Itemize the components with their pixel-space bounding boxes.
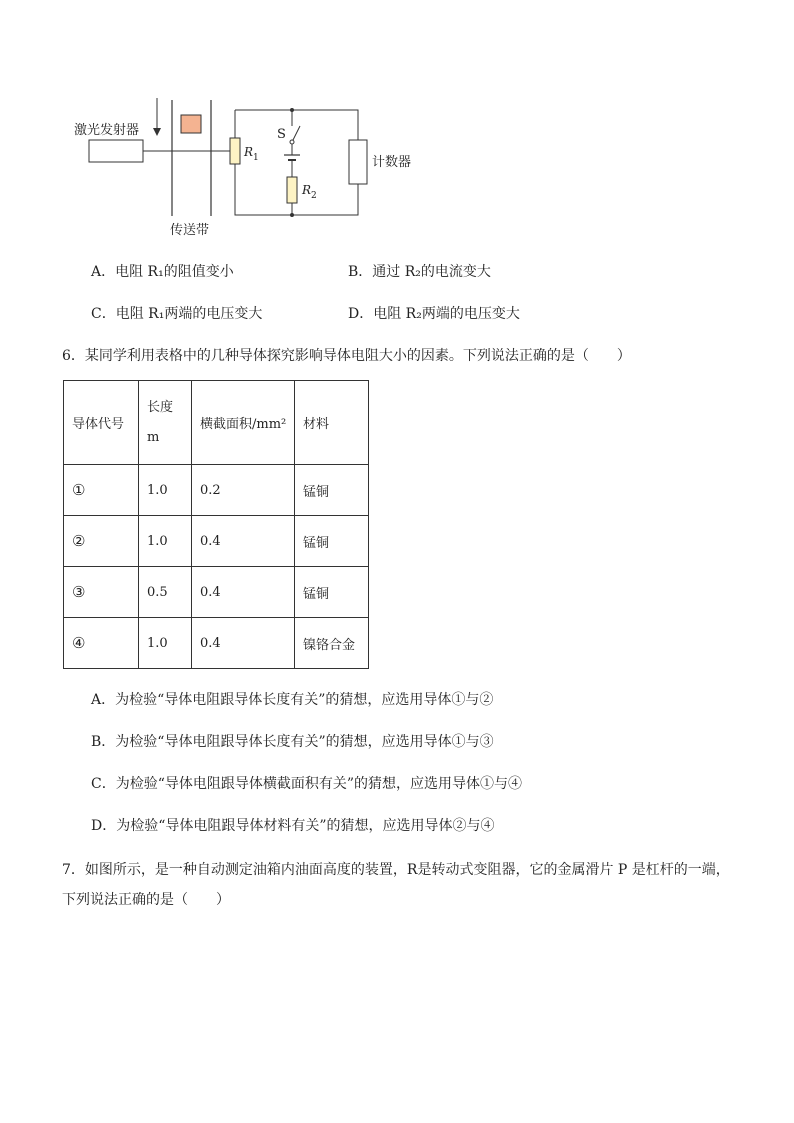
cell-code: ④ [64, 618, 139, 669]
header-code: 导体代号 [64, 381, 139, 465]
q5-option-d[interactable]: D．电阻 R₂两端的电压变大 [348, 306, 520, 322]
laser-emitter-label: 激光发射器 [74, 123, 140, 138]
down-arrow-head-icon [153, 128, 161, 136]
cell-code: ② [64, 516, 139, 567]
q6-option-c[interactable]: C．为检验“导体电阻跟导体横截面积有关”的猜想，应选用导体①与④ [91, 776, 523, 792]
q5-option-b[interactable]: B．通过 R₂的电流变大 [348, 264, 491, 280]
cell-material: 锰铜 [295, 516, 369, 567]
counter-label: 计数器 [372, 155, 412, 170]
cell-area: 0.4 [192, 567, 295, 618]
conductor-table [63, 380, 369, 669]
q7-stem-line1: 7．如图所示，是一种自动测定油箱内油面高度的装置，R是转动式变阻器，它的金属滑片 P 是杠杆的一端， [62, 862, 730, 878]
table-row [64, 516, 369, 567]
laser-counter-circuit-diagram [60, 90, 420, 240]
cell-area: 0.2 [192, 465, 295, 516]
q5-option-a[interactable]: A．电阻 R₁的阻值变小 [91, 264, 234, 280]
q6-option-a[interactable]: A．为检验“导体电阻跟导体长度有关”的猜想，应选用导体①与② [91, 692, 494, 708]
switch-blade [292, 126, 300, 142]
switch-label: S [277, 127, 286, 142]
cell-code: ③ [64, 567, 139, 618]
resistor-r2 [287, 177, 297, 203]
counter-box [349, 140, 367, 184]
resistor-r1 [230, 138, 240, 164]
q7-stem-line2: 下列说法正确的是（ ） [62, 892, 230, 908]
q6-stem: 6．某同学利用表格中的几种导体探究影响导体电阻大小的因素。下列说法正确的是（ ） [62, 348, 631, 364]
header-length [139, 381, 192, 465]
cell-material: 锰铜 [295, 567, 369, 618]
cell-length: 1.0 [139, 618, 192, 669]
laser-emitter [89, 140, 143, 162]
header-length-line2: m [147, 429, 160, 445]
table-row [64, 567, 369, 618]
conveyor-object [181, 115, 201, 133]
table-header-row [64, 381, 369, 465]
cell-length: 0.5 [139, 567, 192, 618]
cell-code: ① [64, 465, 139, 516]
header-material: 材料 [295, 381, 369, 465]
cell-area: 0.4 [192, 516, 295, 567]
cell-length: 1.0 [139, 465, 192, 516]
cell-length: 1.0 [139, 516, 192, 567]
header-length-line1: 长度 [147, 399, 174, 415]
r1-label: $R_1$ [244, 145, 259, 163]
switch-pivot [290, 140, 294, 144]
header-area: 横截面积/mm² [192, 381, 295, 465]
cell-material: 锰铜 [295, 465, 369, 516]
cell-material: 镍铬合金 [295, 618, 369, 669]
r2-label: $R_2$ [302, 183, 317, 201]
conveyor-belt-label: 传送带 [170, 223, 210, 238]
table-row [64, 465, 369, 516]
q6-option-b[interactable]: B．为检验“导体电阻跟导体长度有关”的猜想，应选用导体①与③ [91, 734, 494, 750]
cell-area: 0.4 [192, 618, 295, 669]
q5-option-c[interactable]: C．电阻 R₁两端的电压变大 [91, 306, 263, 322]
table-row [64, 618, 369, 669]
q6-option-d[interactable]: D．为检验“导体电阻跟导体材料有关”的猜想，应选用导体②与④ [91, 818, 495, 834]
